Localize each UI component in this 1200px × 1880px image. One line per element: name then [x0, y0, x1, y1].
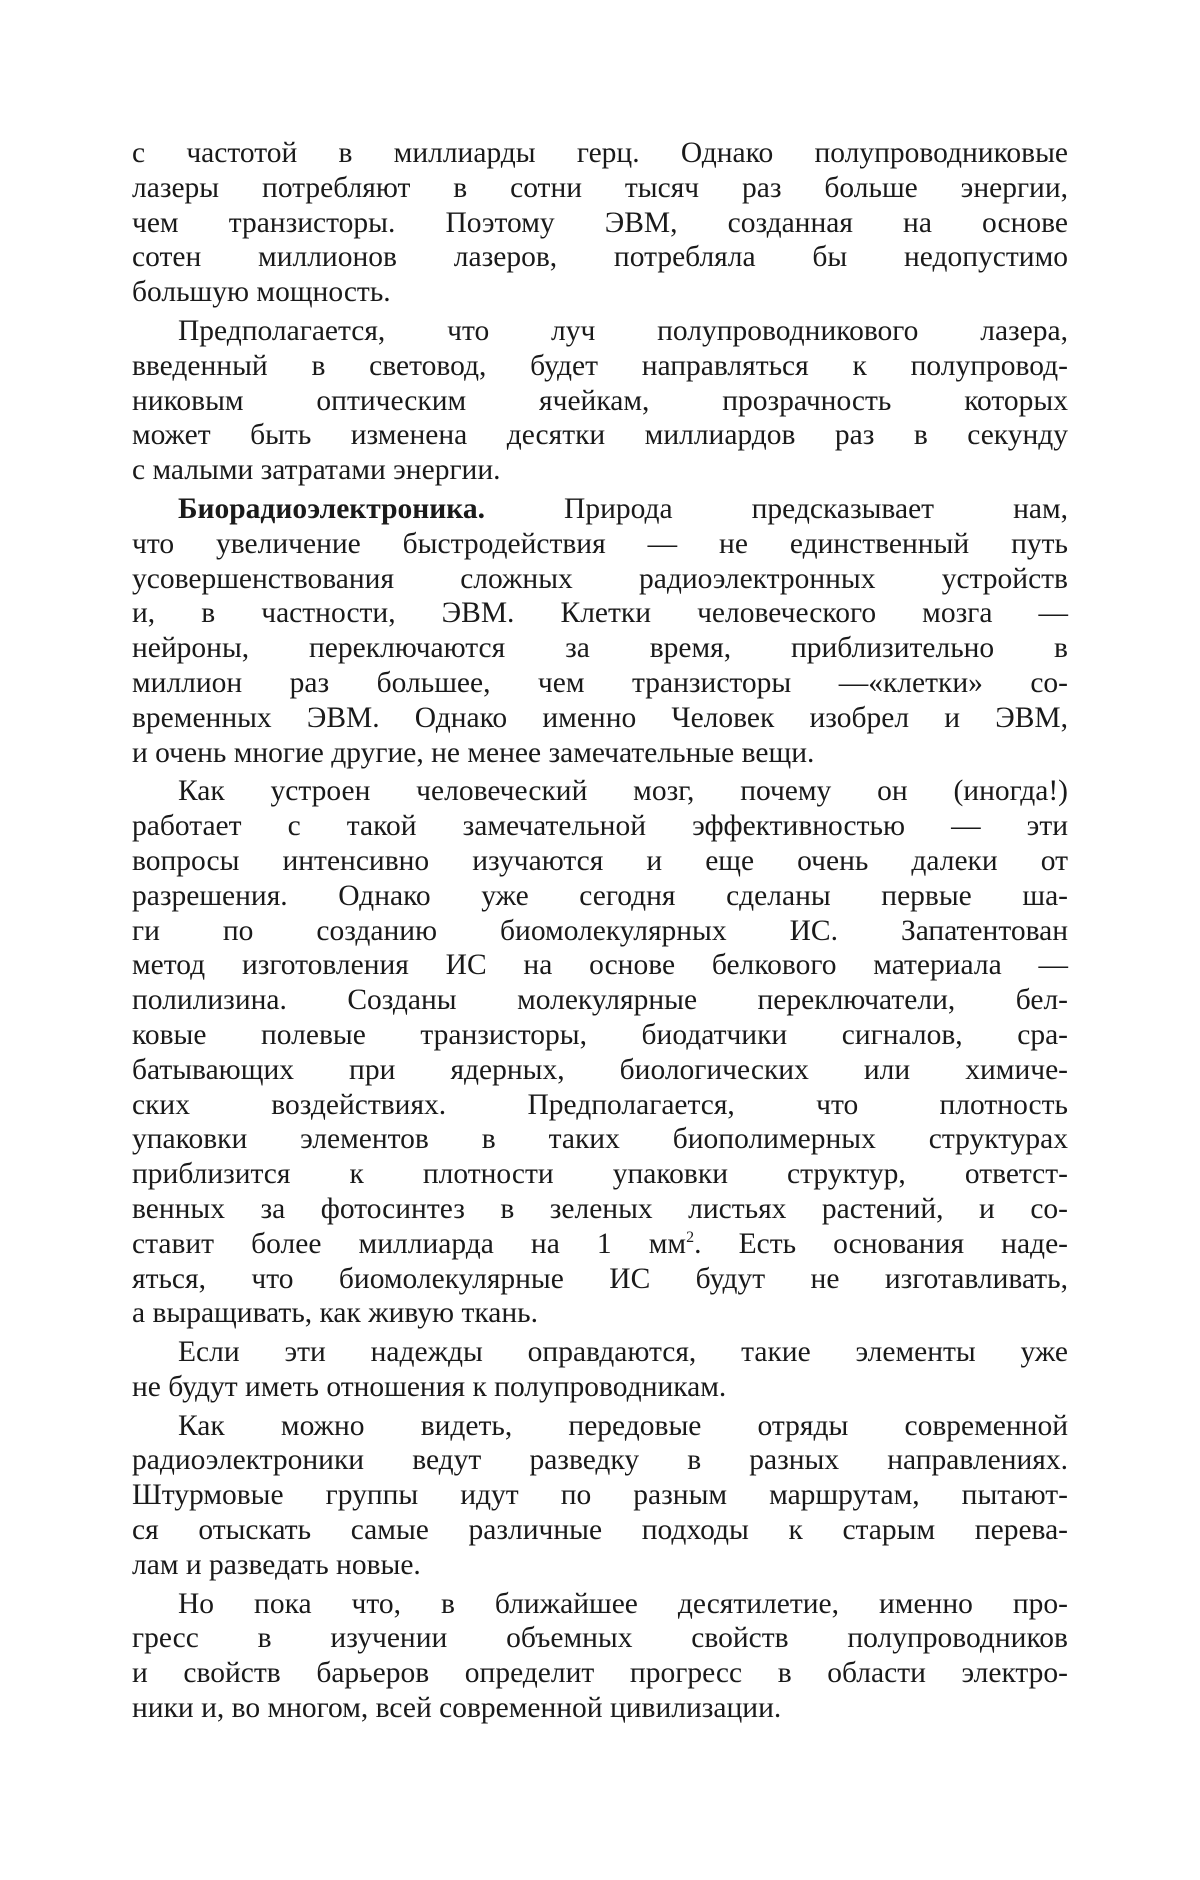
- text-line: ги по созданию биомолекулярных ИС. Запатентован: [132, 914, 1068, 947]
- text-line: и очень многие другие, не менее замечательные вещи.: [132, 736, 815, 769]
- text-line: радиоэлектроники ведут разведку в разных направлениях.: [132, 1444, 1068, 1477]
- paragraph: [132, 314, 1068, 488]
- text-line: Как устроен человеческий мозг, почему он (иногда!): [178, 775, 1068, 808]
- paragraph: [132, 774, 1068, 1331]
- text-line: гресс в изучении объемных свойств полупроводников: [132, 1622, 1068, 1655]
- text-line: упаковки элементов в таких биополимерных структурах: [132, 1123, 1068, 1156]
- text-line: что увеличение быстродействия — не единственный путь: [132, 527, 1068, 560]
- text-run: . Есть основания наде-: [694, 1227, 1068, 1260]
- text-line: Как можно видеть, передовые отряды современной: [178, 1409, 1068, 1442]
- text-line: большую мощность.: [132, 276, 391, 309]
- text-line: никовым оптическим ячейкам, прозрачность которых: [132, 384, 1068, 417]
- text-line: ских воздействиях. Предполагается, что плотность: [132, 1088, 1068, 1121]
- text-run: ставит более миллиарда на 1 мм: [132, 1227, 687, 1260]
- text-line: яться, что биомолекулярные ИС будут не изготавливать,: [132, 1262, 1068, 1295]
- section-run-in-heading: Биорадиоэлектроника.: [178, 492, 485, 525]
- text-line: ники и, во многом, всей современной цивилизации.: [132, 1692, 782, 1725]
- text-line: метод изготовления ИС на основе белкового материала —: [132, 949, 1068, 982]
- text-line: Но пока что, в ближайшее десятилетие, именно про-: [178, 1587, 1068, 1620]
- text-run: Природа предсказывает нам,: [564, 492, 1069, 525]
- text-line: с частотой в миллиарды герц. Однако полупроводниковые: [132, 137, 1068, 169]
- text-line: [132, 1227, 1068, 1262]
- text-line: вопросы интенсивно изучаются и еще очень далеки от: [132, 844, 1068, 877]
- text-line: чем транзисторы. Поэтому ЭВМ, созданная на основе: [132, 206, 1068, 239]
- text-line: приблизится к плотности упаковки структур, ответст-: [132, 1158, 1068, 1191]
- text-line: и, в частности, ЭВМ. Клетки человеческого мозга —: [132, 597, 1068, 630]
- text-line: полилизина. Созданы молекулярные переключатели, бел-: [132, 984, 1068, 1017]
- text-line: не будут иметь отношения к полупроводникам.: [132, 1370, 727, 1403]
- text-line: [132, 492, 1068, 527]
- text-line: с малыми затратами энергии.: [132, 454, 501, 487]
- text-line: нейроны, переключаются за время, приблизительно в: [132, 632, 1068, 665]
- paragraph: [132, 492, 1068, 770]
- text-line: а выращивать, как живую ткань.: [132, 1297, 538, 1330]
- text-line: венных за фотосинтез в зеленых листьях растений, и со-: [132, 1192, 1068, 1225]
- paragraph: [132, 1335, 1068, 1405]
- text-line: миллион раз большее, чем транзисторы —«клетки» со-: [132, 666, 1068, 699]
- text-line: ковые полевые транзисторы, биодатчики сигналов, сра-: [132, 1018, 1068, 1051]
- text-line: разрешения. Однако уже сегодня сделаны первые ша-: [132, 879, 1068, 912]
- text-line: Штурмовые группы идут по разным маршрутам, пытают-: [132, 1479, 1068, 1512]
- text-line: ся отыскать самые различные подходы к старым перева-: [132, 1514, 1068, 1547]
- text-column: [132, 136, 1068, 1726]
- text-line: Предполагается, что луч полупроводникового лазера,: [178, 314, 1068, 347]
- text-line: батывающих при ядерных, биологических или химиче-: [132, 1053, 1068, 1086]
- text-line: Если эти надежды оправдаются, такие элементы уже: [178, 1336, 1068, 1369]
- text-line: введенный в световод, будет направляться к полупровод-: [132, 349, 1068, 382]
- paragraph: [132, 1587, 1068, 1726]
- text-line: лазеры потребляют в сотни тысяч раз больше энергии,: [132, 171, 1068, 204]
- paragraph: [132, 1409, 1068, 1583]
- text-line: лам и разведать новые.: [132, 1548, 421, 1581]
- text-line: сотен миллионов лазеров, потребляла бы недопустимо: [132, 241, 1068, 274]
- text-line: временных ЭВМ. Однако именно Человек изобрел и ЭВМ,: [132, 701, 1068, 734]
- text-line: усовершенствования сложных радиоэлектронных устройств: [132, 562, 1068, 595]
- text-line: и свойств барьеров определит прогресс в области электро-: [132, 1657, 1068, 1690]
- text-line: может быть изменена десятки миллиардов раз в секунду: [132, 419, 1068, 452]
- text-line: работает с такой замечательной эффективностью — эти: [132, 810, 1068, 843]
- superscript: 2: [686, 1228, 695, 1246]
- paragraph: [132, 136, 1068, 310]
